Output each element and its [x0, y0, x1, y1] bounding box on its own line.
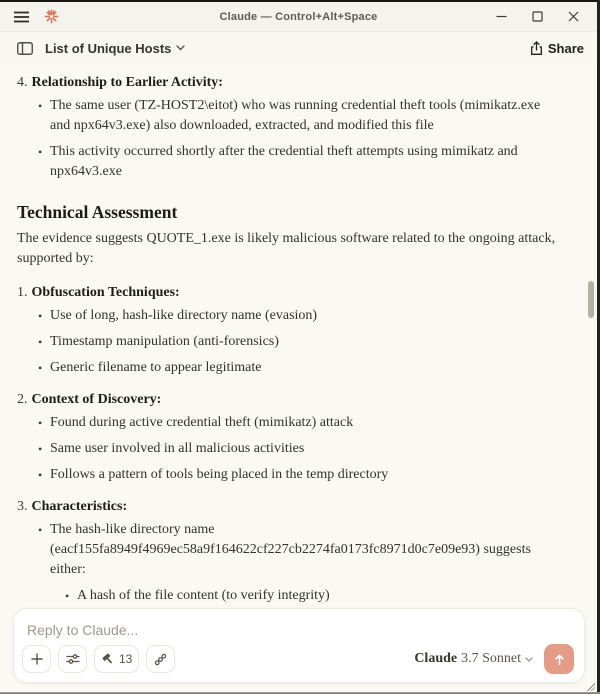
sub-bullet-item: • A hash of the file content (to verify integrity) [64, 586, 557, 606]
title-bar [0, 2, 597, 32]
close-icon[interactable] [555, 4, 591, 30]
item-title: Relationship to Earlier Activity: [31, 75, 223, 90]
share-label: Share [547, 40, 584, 56]
minimize-icon[interactable] [483, 4, 519, 30]
item-title: Obfuscation Techniques: [31, 285, 180, 300]
mcp-icon [154, 653, 167, 666]
reply-composer [13, 608, 585, 683]
menu-icon[interactable] [6, 5, 36, 29]
item-title: Characteristics: [31, 499, 128, 514]
conversation-title-dropdown[interactable] [45, 41, 185, 56]
sliders-icon [66, 653, 80, 665]
chevron-down-icon [176, 45, 185, 51]
item-number: 4. [17, 75, 28, 90]
attach-button[interactable] [22, 645, 51, 673]
mcp-connector-button[interactable] [146, 645, 175, 673]
bullet-item: • This activity occurred shortly after the credential theft attempts using mimikatz and npx64v3.exe [37, 142, 557, 182]
bullet-item: • The hash-like directory name (eacf155fa8949f4969ec58a9f164622cf227cb2274fa0173fc8971d0c7e09e93) suggests either: • A hash of the file content (to verify integrity) • [37, 520, 557, 632]
item-number: 3. [17, 499, 28, 514]
numbered-item-4 [17, 73, 567, 182]
resize-grip[interactable] [587, 683, 595, 691]
bullet-item: • Same user involved in all malicious activities [37, 439, 557, 459]
bullet-item: • Timestamp manipulation (anti-forensics) [37, 332, 557, 352]
sidebar-toggle-icon[interactable] [13, 37, 37, 59]
document-header [0, 33, 597, 63]
bullet-item: • Found during active credential theft (mimikatz) attack [37, 413, 557, 433]
window-controls [483, 4, 597, 30]
section-intro: The evidence suggests QUOTE_1.exe is likely malicious software related to the ongoing attack, supported by: [17, 231, 556, 266]
claude-logo-icon [38, 5, 64, 29]
bullet-item: • Generic filename to appear legitimate [37, 358, 557, 378]
bullet-item: • Use of long, hash-like directory name (evasion) [37, 306, 557, 326]
maximize-icon[interactable] [519, 4, 555, 30]
window-edge-top [0, 0, 600, 2]
section-heading: Technical Assessment [17, 202, 178, 222]
numbered-item-1 [17, 283, 567, 378]
share-button[interactable] [530, 41, 584, 56]
tools-button[interactable] [94, 645, 139, 673]
hammer-icon [101, 652, 115, 666]
numbered-item-2 [17, 390, 567, 485]
conversation-title: List of Unique Hosts [45, 40, 172, 56]
item-number: 2. [17, 392, 28, 407]
arrow-up-icon [553, 653, 566, 666]
model-name: Claude [414, 651, 458, 666]
bullet-item: • The same user (TZ-HOST2\eitot) who was running credential theft tools (mimikatz.exe and npx64v3.exe) also downloaded, extracted, and modified this file [37, 96, 557, 136]
chevron-down-icon [525, 657, 533, 662]
item-number: 1. [17, 285, 28, 300]
item-title: Context of Discovery: [31, 392, 162, 407]
model-version: 3.7 Sonnet [461, 651, 521, 666]
reply-input[interactable]: Reply to Claude... [27, 622, 139, 638]
send-button[interactable] [544, 644, 574, 674]
share-icon [530, 41, 543, 56]
window-title: Claude — Control+Alt+Space [219, 10, 378, 23]
model-selector[interactable] [414, 651, 533, 667]
chat-message-content [0, 63, 597, 692]
plus-icon [31, 653, 43, 665]
bullet-item: • Follows a pattern of tools being placed in the temp directory [37, 465, 557, 485]
scrollbar-thumb[interactable] [588, 281, 594, 318]
composer-toolbar [22, 644, 574, 674]
tools-count: 13 [119, 652, 133, 666]
settings-sliders-button[interactable] [58, 645, 87, 673]
